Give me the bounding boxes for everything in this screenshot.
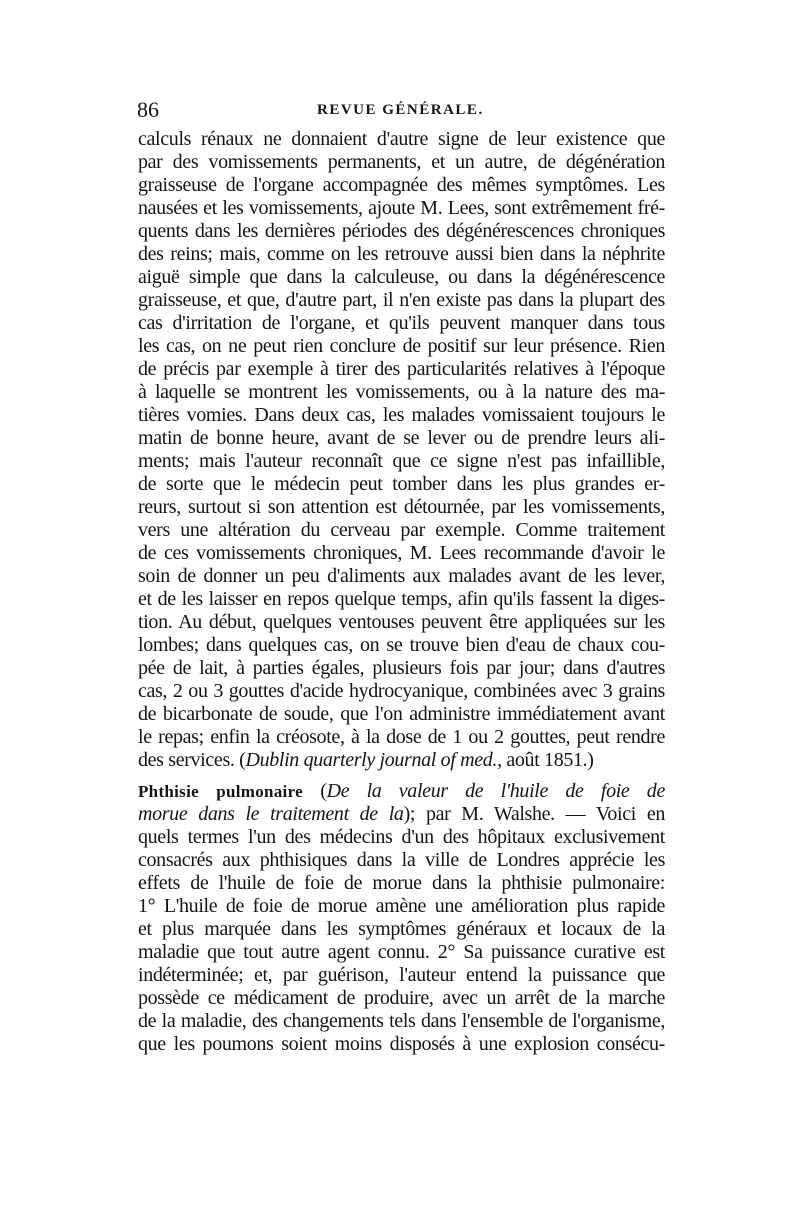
text-line: possède ce médicament de produire, avec un arrêt de la marche xyxy=(138,987,665,1009)
text-line: tières vomies. Dans deux cas, les malades vomissaient toujours le xyxy=(138,404,665,426)
text-line: indéterminée; et, par guérison, l'auteur entend la puissance que xyxy=(138,964,665,986)
text-line: cas d'irritation de l'organe, et qu'ils peuvent manquer dans tous xyxy=(138,312,665,334)
text-line-last xyxy=(138,749,665,772)
text-line: pée de lait, à parties égales, plusieurs fois par jour; dans d'autres xyxy=(138,657,665,679)
text-line: reurs, surtout si son attention est détournée, par les vomissements, xyxy=(138,496,665,518)
text-line: effets de l'huile de foie de morue dans la phthisie pulmonaire: xyxy=(138,872,665,894)
text-line: calculs rénaux ne donnaient d'autre signe de leur existence que xyxy=(138,128,665,150)
line-text: des services. ( xyxy=(138,749,246,771)
text-line: cas, 2 ou 3 gouttes d'acide hydrocyanique, combinées avec 3 grains xyxy=(138,680,665,702)
text-line xyxy=(138,780,665,803)
text-line: tion. Au début, quelques ventouses peuvent être appliquées sur les xyxy=(138,611,665,633)
page-number: 86 xyxy=(137,97,159,122)
section-heading: Phthisie pulmonaire xyxy=(138,782,303,801)
text-line: 1° L'huile de foie de morue amène une amélioration plus rapide xyxy=(138,895,665,917)
text-line xyxy=(138,803,665,826)
text-line: ments; mais l'auteur reconnaît que ce signe n'est pas infaillible, xyxy=(138,450,665,472)
text-line: vers une altération du cerveau par exemple. Comme traitement xyxy=(138,519,665,541)
text-line: soin de donner un peu d'aliments aux malades avant de les lever, xyxy=(138,565,665,587)
running-title: REVUE GÉNÉRALE. xyxy=(317,102,484,118)
text-line: quels termes l'un des médecins d'un des hôpitaux exclusivement xyxy=(138,826,665,848)
paragraph-phthisis xyxy=(138,780,665,1056)
text-line: consacrés aux phthisiques dans la ville de Londres apprécie les xyxy=(138,849,665,871)
text-line: par des vomissements permanents, et un autre, de dégénération xyxy=(138,151,665,173)
text-line: et plus marquée dans les symptômes généraux et locaux de la xyxy=(138,918,665,940)
text-line: quents dans les dernières périodes des dégénérescences chroniques xyxy=(138,220,665,242)
text-line: graisseuse, et que, d'autre part, il n'en existe pas dans la plupart des xyxy=(138,289,665,311)
text-line: le repas; enfin la créosote, à la dose de 1 ou 2 gouttes, peut rendre xyxy=(138,726,665,748)
citation-date: , août 1851.) xyxy=(497,749,594,771)
text-line: à laquelle se montrent les vomissements, ou à la nature des ma- xyxy=(138,381,665,403)
text-line: lombes; dans quelques cas, on se trouve bien d'eau de chaux cou- xyxy=(138,634,665,656)
text-line: que les poumons soient moins disposés à une explosion consécu- xyxy=(138,1033,665,1055)
text-line: graisseuse de l'organe accompagnée des mêmes symptômes. Les xyxy=(138,174,665,196)
text-line: de bicarbonate de soude, que l'on administre immédiatement avant xyxy=(138,703,665,725)
text-line: de ces vomissements chroniques, M. Lees recommande d'avoir le xyxy=(138,542,665,564)
text-line: maladie que tout autre agent connu. 2° Sa puissance curative est xyxy=(138,941,665,963)
text-line: aiguë simple que dans la calculeuse, ou dans la dégénérescence xyxy=(138,266,665,288)
text-line: les cas, on ne peut rien conclure de positif sur leur présence. Rien xyxy=(138,335,665,357)
text-line: matin de bonne heure, avant de se lever ou de prendre leurs ali- xyxy=(138,427,665,449)
line-text: ( xyxy=(302,780,327,802)
paragraph-renal-vomiting xyxy=(138,128,665,772)
text-line: nausées et les vomissements, ajoute M. Lees, sont extrêmement fré- xyxy=(138,197,665,219)
page-header xyxy=(137,96,657,124)
article-subject: De la valeur de l'huile de foie de xyxy=(326,780,665,802)
text-line: et de les laisser en repos quelque temps, afin qu'ils fassent la diges- xyxy=(138,588,665,610)
text-line: de sorte que le médecin peut tomber dans les plus grandes er- xyxy=(138,473,665,495)
text-line: de la maladie, des changements tels dans l'ensemble de l'organisme, xyxy=(138,1010,665,1032)
line-text: ); par M. Walshe. — Voici en xyxy=(403,803,665,825)
text-line: des reins; mais, comme on les retrouve aussi bien dans la néphrite xyxy=(138,243,665,265)
article-subject-cont: morue dans le traitement de la xyxy=(138,803,404,825)
text-line: de précis par exemple à tirer des particularités relatives à l'époque xyxy=(138,358,665,380)
journal-citation: Dublin quarterly journal of med. xyxy=(245,749,498,771)
